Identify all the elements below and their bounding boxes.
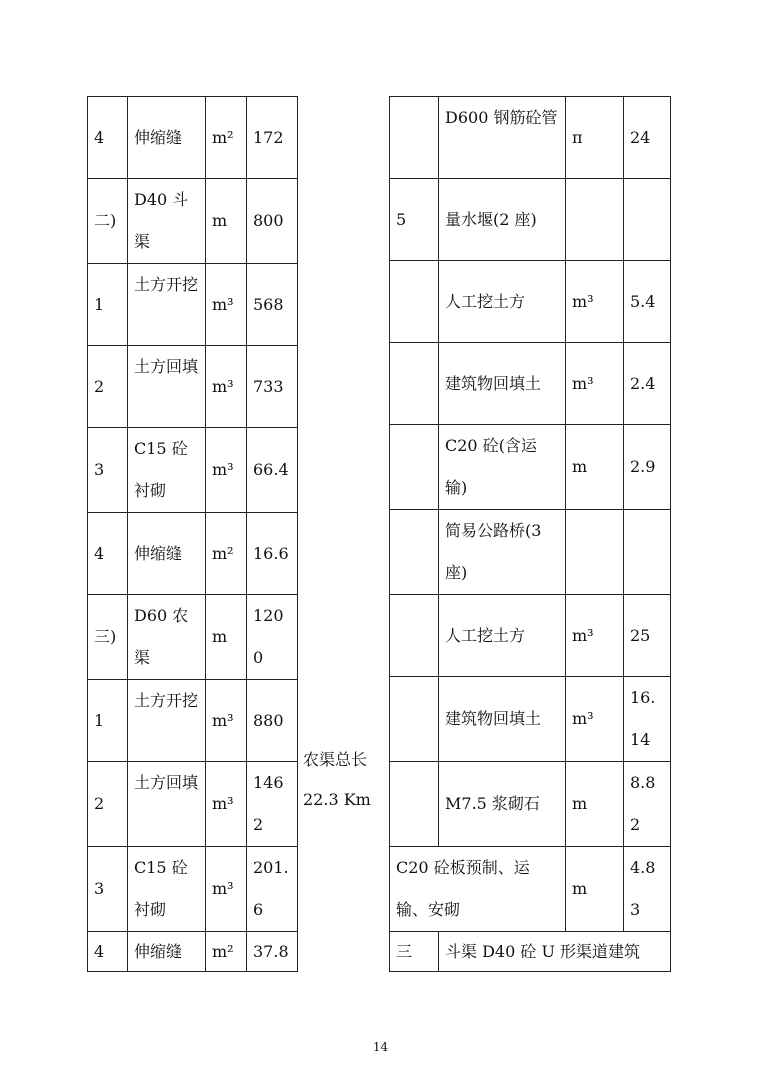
row-index	[390, 677, 439, 762]
item-name: C20 砼(含运输)	[439, 425, 566, 510]
item-name: D40 斗渠	[128, 179, 206, 264]
unit	[566, 510, 624, 595]
item-name: 伸缩缝	[128, 932, 206, 972]
quantity: 880	[247, 680, 298, 762]
left-table	[87, 96, 298, 972]
unit: m²	[206, 513, 247, 595]
unit: m³	[566, 677, 624, 762]
row-index: 2	[88, 762, 128, 847]
row-index	[390, 762, 439, 847]
table-row	[88, 932, 298, 972]
row-index: 5	[390, 179, 439, 261]
table-row	[88, 179, 298, 264]
item-name: 土方回填	[128, 346, 206, 428]
unit	[566, 179, 624, 261]
table-row	[88, 346, 298, 428]
table-row	[88, 847, 298, 932]
unit: m	[566, 425, 624, 510]
unit: m³	[566, 343, 624, 425]
quantity: 568	[247, 264, 298, 346]
row-index: 4	[88, 932, 128, 972]
table-row	[88, 680, 298, 762]
canal-length-value: 22.3 Km	[303, 790, 371, 809]
unit: m³	[206, 847, 247, 932]
table-row	[390, 343, 671, 425]
item-name: D600 钢筋砼管	[439, 97, 566, 179]
item-name: 土方开挖	[128, 264, 206, 346]
quantity: 2.9	[624, 425, 671, 510]
unit: m³	[206, 762, 247, 847]
quantity: 8.82	[624, 762, 671, 847]
quantity	[624, 179, 671, 261]
row-index: 3	[88, 428, 128, 513]
table-row	[88, 762, 298, 847]
quantity: 1200	[247, 595, 298, 680]
quantity: 25	[624, 595, 671, 677]
canal-length-label: 农渠总长	[303, 750, 368, 769]
table-row	[88, 428, 298, 513]
row-index: 2	[88, 346, 128, 428]
table-row	[390, 847, 671, 932]
item-name: 伸缩缝	[128, 97, 206, 179]
quantity: 201.6	[247, 847, 298, 932]
quantity: 172	[247, 97, 298, 179]
item-name: 人工挖土方	[439, 261, 566, 343]
item-name: 土方开挖	[128, 680, 206, 762]
table-row	[390, 261, 671, 343]
right-table	[389, 96, 671, 972]
row-index: 三)	[88, 595, 128, 680]
section-index: 三	[390, 932, 439, 972]
item-name: C15 砼衬砌	[128, 847, 206, 932]
row-index	[390, 425, 439, 510]
unit: m³	[206, 346, 247, 428]
table-row	[88, 595, 298, 680]
item-name: 土方回填	[128, 762, 206, 847]
row-index: 4	[88, 513, 128, 595]
item-name: 伸缩缝	[128, 513, 206, 595]
row-index	[390, 261, 439, 343]
page-number: 14	[372, 1040, 389, 1054]
unit: m	[206, 179, 247, 264]
unit: m	[566, 762, 624, 847]
quantity: 16.14	[624, 677, 671, 762]
table-row	[88, 97, 298, 179]
quantity: 66.4	[247, 428, 298, 513]
table-row	[390, 510, 671, 595]
table-row	[390, 97, 671, 179]
quantity: 37.8	[247, 932, 298, 972]
unit: m	[206, 595, 247, 680]
unit: m³	[206, 264, 247, 346]
quantity: 24	[624, 97, 671, 179]
quantity: 800	[247, 179, 298, 264]
quantity: 733	[247, 346, 298, 428]
table-row	[88, 264, 298, 346]
table-row	[390, 932, 671, 972]
unit: m²	[206, 932, 247, 972]
table-row	[390, 425, 671, 510]
unit: π	[566, 97, 624, 179]
quantity: 4.83	[624, 847, 671, 932]
quantity: 1462	[247, 762, 298, 847]
unit: m³	[566, 595, 624, 677]
row-index	[390, 595, 439, 677]
quantity	[624, 510, 671, 595]
section-title: 斗渠 D40 砼 U 形渠道建筑	[439, 932, 671, 972]
row-index: 二)	[88, 179, 128, 264]
unit: m	[566, 847, 624, 932]
quantity: 2.4	[624, 343, 671, 425]
item-name: 量水堰(2 座)	[439, 179, 566, 261]
table-row	[88, 513, 298, 595]
canal-length-note	[303, 740, 371, 820]
quantity: 5.4	[624, 261, 671, 343]
unit: m³	[206, 680, 247, 762]
unit: m²	[206, 97, 247, 179]
row-index: 4	[88, 97, 128, 179]
item-name: C20 砼板预制、运输、安砌	[390, 847, 566, 932]
item-name: 简易公路桥(3 座)	[439, 510, 566, 595]
item-name: D60 农渠	[128, 595, 206, 680]
quantity: 16.6	[247, 513, 298, 595]
table-row	[390, 677, 671, 762]
item-name: 建筑物回填土	[439, 343, 566, 425]
table-row	[390, 595, 671, 677]
unit: m³	[206, 428, 247, 513]
row-index: 1	[88, 680, 128, 762]
item-name: M7.5 浆砌石	[439, 762, 566, 847]
row-index	[390, 97, 439, 179]
item-name: C15 砼衬砌	[128, 428, 206, 513]
row-index: 1	[88, 264, 128, 346]
row-index: 3	[88, 847, 128, 932]
table-row	[390, 179, 671, 261]
row-index	[390, 510, 439, 595]
item-name: 建筑物回填土	[439, 677, 566, 762]
unit: m³	[566, 261, 624, 343]
table-row	[390, 762, 671, 847]
item-name: 人工挖土方	[439, 595, 566, 677]
row-index	[390, 343, 439, 425]
